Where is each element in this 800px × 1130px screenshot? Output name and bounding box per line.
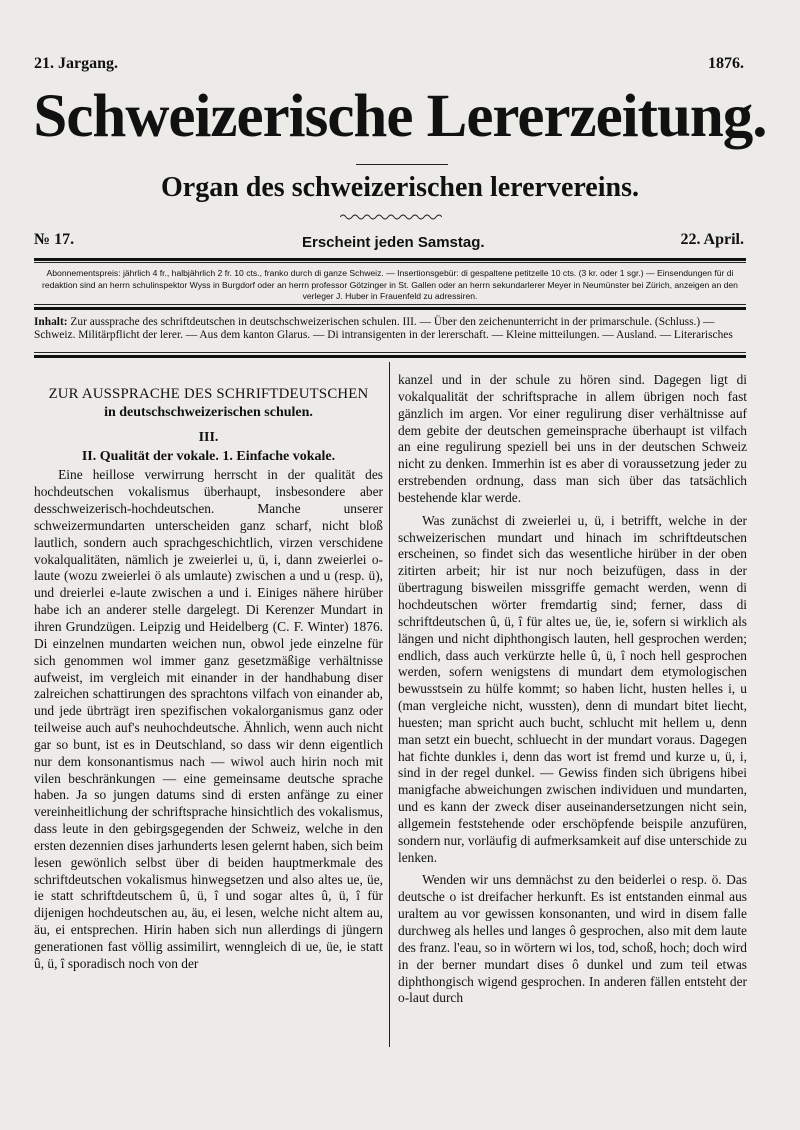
newspaper-title: Schweizerische Lererzeitung. <box>33 83 767 150</box>
paragraph: kanzel und in der schule zu hören sind. Dagegen ligt di vokalqualität der schriftsprache in allem übrigen noch fast gänzlich im argen. Vor einer regulirung diser verhältnisse auf dem gebite der deutschen gemeinsprache überhaupt ist vilfach an eine regulirung speziell bei uns in der deutschen Schweiz nicht zu denken. Immerhin ist es aber di voraussetzung jeder zu erstrebenden ordnung, dass man sich über das tatsächlich bestehende klar werde. <box>398 372 747 505</box>
article-subheading: in deutschschweizerischen schulen. <box>104 404 313 420</box>
article-heading: ZUR AUSSPRACHE DES SCHRIFTDEUTSCHEN <box>48 386 369 402</box>
publication-schedule: Erscheint jeden Samstag. <box>302 234 485 251</box>
article-part: III. <box>198 429 219 445</box>
subscription-info: Abonnementspreis: jährlich 4 fr., halbjährlich 2 fr. 10 cts., franko durch di ganze Schweiz. — Insertionsgebür: di gespaltene petitzelle 10 cts. (3 kr. oder 1 sgr.) — Einsendungen für di redaktion sind an herrn schulinspektor Wyss in Burgdorf oder an herrn professor Götzinger in St. Gallen oder an herrn sekundarlerer Meyer in Neumünster bei Zürich, anzeigen an den verleger J. Huber in Frauenfeld zu adressiren. <box>42 268 738 301</box>
column-divider <box>389 362 390 1047</box>
contents-text: Zur aussprache des schriftdeutschen in deutschschweizerischen schulen. III. — Über den zeichenunterricht in der primarschule. (Schluss.) — Schweiz. Militärpflicht der lerer. — Aus dem kanton Glarus. — Di intransigenten in der lererschaft. — Kleine mitteilungen. — Ausland. — Literarisches <box>34 316 733 341</box>
section-heading: II. Qualität der vokale. 1. Einfache vokale. <box>81 448 336 464</box>
contents-rule <box>34 352 746 353</box>
title-divider <box>356 164 448 165</box>
header-rule-thin <box>34 262 746 263</box>
ornamental-squiggle <box>340 212 442 222</box>
issue-date: 22. April. <box>680 231 744 248</box>
newspaper-subtitle: Organ des schweizerischen lerervereins. <box>161 172 639 203</box>
contents-rule-thick <box>34 355 746 358</box>
table-of-contents <box>34 316 746 341</box>
article-left-column <box>34 372 383 973</box>
header-rule-top <box>34 258 746 261</box>
contents-label: Inhalt: <box>34 316 68 328</box>
article-right-column <box>398 372 747 1007</box>
paragraph: Was zunächst di zweierlei u, ü, i betrifft, welche in der schweizerischen mundart und hinach im schriftdeutschen erscheinen, so findet sich das wesentliche hirüber in der oben zitirten arbeit; hir ist nur noch beizufügen, dass in der übertragung bisweilen missgriffe gemacht werden, wenn di hochdeutschen wörter fremdartig sind; ferner, dass di schriftdeutschen û, ü, î für altes ue, üe, ie, sofern si wirklich als längen und nicht diphthongisch lauten, hell gesprochen werden; endlich, dass auch verkürzte helle û, ü, î noch hell gesprochen werden, sofern wenigstens di mundart dem etymologischen bewusstsein zu hülfe kommt; so haben licht, husten helles i, u (man vergleiche nicht, wussten), denn di mundart bitet liecht, huesten; man spricht auch bucht, schlucht mit hellem u, denn man setzt ein buecht, schluecht in der mundart voraus. Dagegen hat fichte dunkles i, denn das wort ist fremd und kurze u, ü, i, sind in der regel dunkel. — Gewiss finden sich übrigens hibei manigfache abweichungen zwischen individuen und mundarten, und es kann der zweck diser auseinandersetzungen nicht sein, allgemein feststehende oder erschöpfende beispile anzufüren, sondern nur, vorläufig di aufmerksamkeit auf dise unterschide zu lenken. <box>398 512 747 865</box>
subscription-rule-thick <box>34 307 746 310</box>
year-label: 1876. <box>708 55 744 72</box>
paragraph: Eine heillose verwirrung herrscht in der qualität des hochdeutschen vokalismus überhaupt, insbesondere aber desschweizerisch-hochdeutschen. Manche unserer schweizermundarten unterscheiden ganz scharf, nicht bloß lautlich, sondern auch sprachgeschichtlich, virzen verschidene vokalqualitäten, nämlich je zweierlei u, ü, i, dann zweierlei o-laute (wozu zweierlei ö als umlaute) zwischen a und u (resp. ü), und dreierlei e-laute zwischen a und i. Einiges nähere hirüber habe ich an anderer stelle dargelegt. Di Kerenzer Mundart in ihren Grundzügen. Leipzig und Heidelberg (C. F. Winter) 1876. Di einzelnen mundarten weichen nun, obwol jede einzelne für sich genommen wol immer ganz gesetzmäßige verhältnisse aufweist, im vergleich mit einander in der handhabung diser zalreichen schattirungen des sprachtons vilfach von einander ab, und jede übrträgt iren spezifischen vokalorganismus ganz oder teilweise auch auf's neuhochdeutsche. Ähnlich, wenn auch nicht gar so bunt, ist es in Deutschland, so dass wir denn eigentlich nur dem konsonantismus nach — wiwol auch hirin noch mit vilen beschränkungen — eine gemeinsame deutsche sprache haben. Ja so jungen datums sind di ersten anfänge zu einer vereinheitlichung der schriftsprache hinsichtlich des vokalismus, dass leute in den gebirgsgegenden der Schweiz, welche in den ersten dezennien dises jarhunderts lesen gelernt haben, sich beim lesen gewönlich selbst über di beiden hauptmerkmale des schriftdeutschen vokalismus hinwegsetzen und also altes ue, üe, ie statt schriftdeutschem û, ü, î und sogar altes û, ü, î für dijenigen hochdeutschen au, äu, ei lesen, welche nicht altem au, äu, ei entsprechen. Hirin haben sich nun allerdings di jüngern generationen fast völlig assimilirt, wenngleich di ue, üe, ie statt û, ü, î sporadisch noch von der <box>34 467 383 971</box>
paragraph: Wenden wir uns demnächst zu den beiderlei o resp. ö. Das deutsche o ist dreifacher herkunft. Es ist entstanden einmal aus uraltem au vor gewissen konsonanten, und wird in disem falle durchweg als helles und langes ô gesprochen, also mit dem laute des franz. l'eau, so in wörtern wi los, tod, schoß, hoch; doch wird in der berner mundart dises ô dunkel und zum teil etwas diphthongisch wigend gesprochen. In anderen fällen entsteht der o-laut durch <box>398 872 747 1006</box>
volume-label: 21. Jargang. <box>34 55 118 72</box>
issue-number: № 17. <box>34 231 75 248</box>
subscription-rule <box>34 304 746 305</box>
